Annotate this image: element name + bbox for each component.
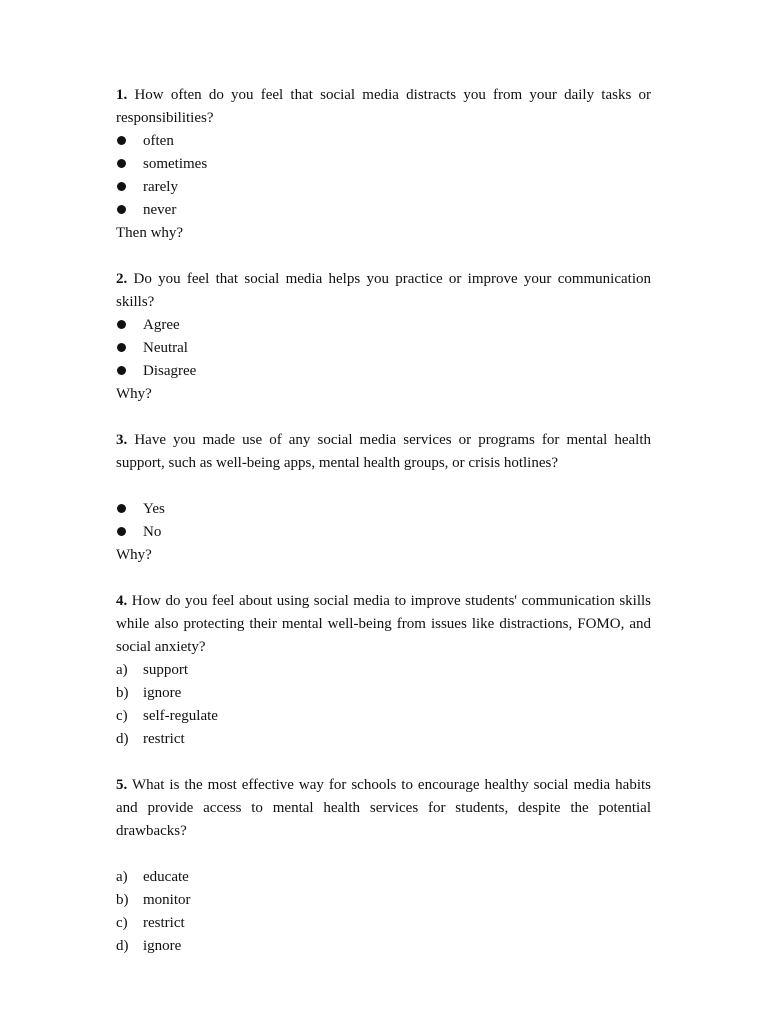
question-1-text bbox=[116, 84, 651, 130]
option-item bbox=[116, 705, 651, 728]
option-item bbox=[116, 889, 651, 912]
option-item bbox=[116, 498, 651, 521]
option-label: ignore bbox=[143, 685, 182, 701]
option-label: sometimes bbox=[143, 156, 208, 172]
question-2 bbox=[116, 268, 651, 406]
bullet-icon bbox=[117, 527, 126, 536]
bullet-icon bbox=[117, 136, 126, 145]
option-item bbox=[116, 360, 651, 383]
question-5 bbox=[116, 774, 651, 958]
option-label: ignore bbox=[143, 938, 182, 954]
option-label: Neutral bbox=[143, 340, 188, 356]
option-item bbox=[116, 176, 651, 199]
option-label: educate bbox=[143, 869, 189, 885]
question-5-text bbox=[116, 774, 651, 843]
question-prompt: Do you feel that social media helps you practice or improve your communication skills? bbox=[116, 271, 651, 310]
option-letter: b) bbox=[116, 892, 129, 908]
option-letter: a) bbox=[116, 662, 128, 678]
option-item bbox=[116, 728, 651, 751]
survey-document bbox=[116, 84, 651, 958]
option-item bbox=[116, 153, 651, 176]
option-label: monitor bbox=[143, 892, 191, 908]
option-letter: c) bbox=[116, 708, 128, 724]
question-number: 3. bbox=[116, 432, 128, 448]
followup-prompt: Why? bbox=[116, 386, 152, 402]
option-letter: d) bbox=[116, 731, 129, 747]
question-number: 5. bbox=[116, 777, 128, 793]
question-prompt: How often do you feel that social media distracts you from your daily tasks or responsibilities? bbox=[116, 87, 651, 126]
question-3-text bbox=[116, 429, 651, 475]
option-label: restrict bbox=[143, 731, 185, 747]
question-number: 2. bbox=[116, 271, 128, 287]
option-label: rarely bbox=[143, 179, 178, 195]
question-3 bbox=[116, 429, 651, 567]
option-item bbox=[116, 682, 651, 705]
option-label: self-regulate bbox=[143, 708, 218, 724]
option-item bbox=[116, 130, 651, 153]
question-4 bbox=[116, 590, 651, 751]
question-prompt: Have you made use of any social media services or programs for mental health support, such as well-being apps, mental health groups, or crisis hotlines? bbox=[116, 432, 652, 471]
bullet-icon bbox=[117, 366, 126, 375]
question-4-text bbox=[116, 590, 651, 659]
followup-prompt: Then why? bbox=[116, 225, 184, 241]
bullet-icon bbox=[117, 159, 126, 168]
option-item bbox=[116, 199, 651, 222]
option-label: Agree bbox=[143, 317, 180, 333]
option-letter: d) bbox=[116, 938, 129, 954]
question-prompt: How do you feel about using social media to improve students' communication skills while also protecting their mental well-being from issues like distractions, FOMO, and social anxiety? bbox=[116, 593, 652, 655]
option-item bbox=[116, 521, 651, 544]
question-2-text bbox=[116, 268, 651, 314]
option-label: Disagree bbox=[143, 363, 197, 379]
option-label: Yes bbox=[143, 501, 165, 517]
bullet-icon bbox=[117, 182, 126, 191]
question-prompt: What is the most effective way for schools to encourage healthy social media habits and provide access to mental health services for students, despite the potential drawbacks? bbox=[116, 777, 651, 839]
option-item bbox=[116, 912, 651, 935]
option-letter: a) bbox=[116, 869, 128, 885]
option-label: support bbox=[143, 662, 188, 678]
option-letter: b) bbox=[116, 685, 129, 701]
option-item bbox=[116, 866, 651, 889]
followup-prompt: Why? bbox=[116, 547, 152, 563]
option-label: restrict bbox=[143, 915, 185, 931]
bullet-icon bbox=[117, 205, 126, 214]
bullet-icon bbox=[117, 320, 126, 329]
option-letter: c) bbox=[116, 915, 128, 931]
bullet-icon bbox=[117, 343, 126, 352]
question-number: 4. bbox=[116, 593, 128, 609]
option-label: often bbox=[143, 133, 174, 149]
option-item bbox=[116, 659, 651, 682]
option-item bbox=[116, 935, 651, 958]
question-number: 1. bbox=[116, 87, 128, 103]
question-1 bbox=[116, 84, 651, 245]
option-label: never bbox=[143, 202, 177, 218]
option-item bbox=[116, 337, 651, 360]
option-item bbox=[116, 314, 651, 337]
bullet-icon bbox=[117, 504, 126, 513]
option-label: No bbox=[143, 524, 162, 540]
